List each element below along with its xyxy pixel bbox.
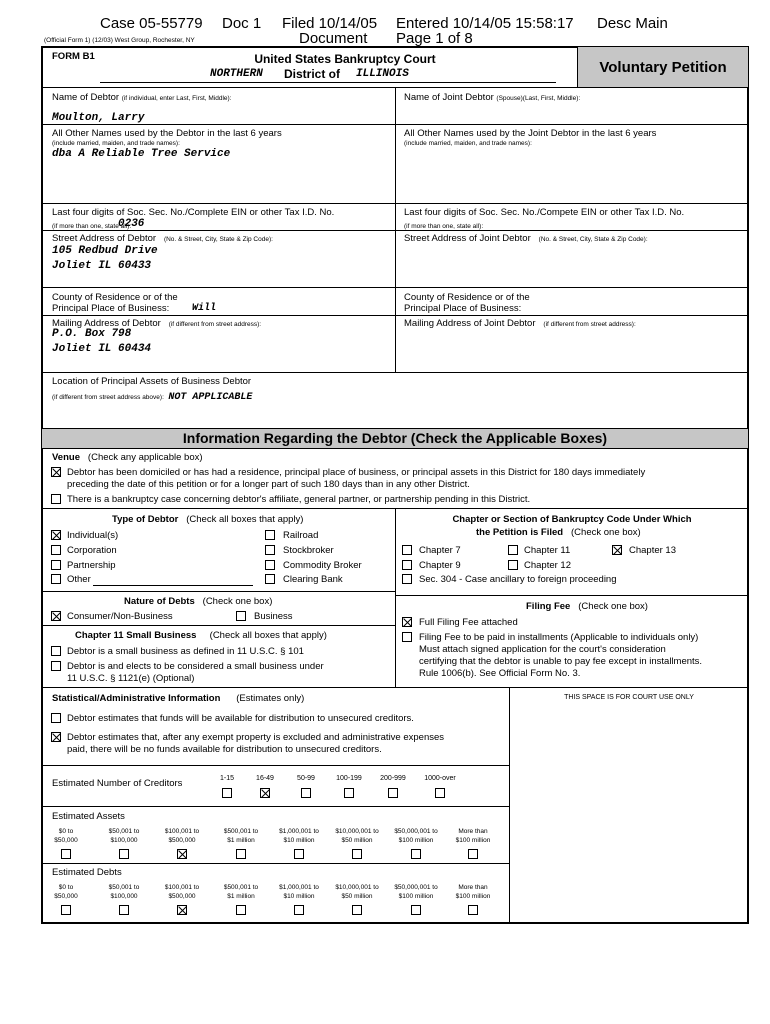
installment-fee-line4: Rule 1006(b). See Official Form No. 3. (419, 668, 581, 679)
assets-range-label: $10,000,001 to (335, 828, 379, 835)
creditors-range-checkbox[interactable] (344, 788, 354, 798)
assets-range-label: $10 million (283, 837, 315, 844)
joint-other-names-label: All Other Names used by the Joint Debtor in the last 6 years (404, 128, 657, 139)
desc-main: Desc Main (597, 15, 668, 32)
chapter-11-checkbox[interactable] (508, 545, 518, 555)
individual-label: Individual(s) (67, 530, 119, 541)
funds-available-label: Debtor estimates that funds will be available for distribution to unsecured creditors. (67, 713, 414, 724)
clearing-bank-label: Clearing Bank (283, 574, 343, 585)
debts-range-label: $100,000 (110, 893, 138, 900)
assets-range-label: $0 to (58, 828, 74, 835)
debts-range-label: $50 million (341, 893, 373, 900)
joint-debtor-name-field: Name of Joint Debtor (Spouse)(Last, First, Middle): (404, 92, 581, 103)
elect-small-business-line2: 11 U.S.C. § 1121(e) (Optional) (67, 673, 195, 684)
chapter-13-checkbox[interactable] (612, 545, 622, 555)
debts-range-label: $1 million (227, 893, 255, 900)
district-line (100, 66, 556, 83)
assets-range-checkbox[interactable] (294, 849, 304, 859)
street-line1: 105 Redbud Drive (52, 245, 158, 257)
ssn-label: Last four digits of Soc. Sec. No./Complete EIN or other Tax I.D. No. (52, 207, 335, 218)
debts-range-checkbox[interactable] (352, 905, 362, 915)
no-funds-line2: paid, there will be no funds available for distribution to unsecured creditors. (67, 744, 382, 755)
commodity-broker-label: Commodity Broker (283, 560, 362, 571)
full-fee-label: Full Filing Fee attached (419, 617, 518, 628)
debts-range-label: $100 million (455, 893, 491, 900)
venue-domicile-checkbox[interactable] (51, 467, 61, 477)
nature-heading: Nature of Debts (Check one box) (124, 596, 273, 607)
sec-304-label: Sec. 304 - Case ancillary to foreign proceeding (419, 574, 617, 585)
county-label-1: County of Residence or of the (52, 292, 178, 303)
installment-fee-checkbox[interactable] (402, 632, 412, 642)
debts-range-checkbox[interactable] (294, 905, 304, 915)
assets-range-label: $50,000 (54, 837, 78, 844)
county-label-2: Principal Place of Business: (52, 303, 170, 314)
railroad-checkbox[interactable] (265, 530, 275, 540)
debtor-name-field: Name of Debtor (if individual, enter Last, First, Middle): (52, 92, 232, 103)
debts-range-label: $10,000,001 to (335, 884, 379, 891)
installment-fee-line1: Filing Fee to be paid in installments (Applicable to individuals only) (419, 632, 699, 643)
debts-label: Estimated Debts (52, 867, 122, 878)
filing-fee-heading: Filing Fee (Check one box) (526, 601, 648, 612)
venue-domicile-line1: Debtor has been domiciled or has had a residence, principal place of business, or principal assets in this District for 180 days immediately (67, 467, 646, 478)
business-debts-checkbox[interactable] (236, 611, 246, 621)
partnership-checkbox[interactable] (51, 560, 61, 570)
assets-range-checkbox[interactable] (468, 849, 478, 859)
assets-range-checkbox[interactable] (411, 849, 421, 859)
county-value: Will (192, 303, 217, 314)
other-input-line[interactable] (93, 585, 253, 586)
consumer-debts-checkbox[interactable] (51, 611, 61, 621)
venue-affiliate-label: There is a bankruptcy case concerning debtor's affiliate, general partner, or partnership pending in this District. (67, 494, 531, 505)
other-label: Other (67, 574, 91, 585)
assets-range-label: $50,001 to (108, 828, 140, 835)
stockbroker-label: Stockbroker (283, 545, 334, 556)
assets-range-label: $1 million (227, 837, 255, 844)
no-funds-checkbox[interactable] (51, 732, 61, 742)
debts-range-label: $50,000,001 to (394, 884, 438, 891)
court-title: United States Bankruptcy Court (254, 52, 436, 66)
debts-range-checkbox[interactable] (119, 905, 129, 915)
debts-range-label: $1,000,001 to (279, 884, 319, 891)
consumer-debts-label: Consumer/Non-Business (67, 611, 173, 622)
debts-range-label: $100,001 to (164, 884, 200, 891)
debts-range-checkbox[interactable] (411, 905, 421, 915)
joint-ssn-label: Last four digits of Soc. Sec. No./Compete EIN or other Tax I.D. No. (404, 207, 685, 218)
assets-range-label: $100 million (398, 837, 434, 844)
street-line2: Joliet IL 60433 (52, 260, 152, 272)
corporation-label: Corporation (67, 545, 117, 556)
elect-small-business-line1: Debtor is and elects to be considered a small business under (67, 661, 324, 672)
business-debts-label: Business (254, 611, 293, 622)
document-label: Document (299, 30, 368, 47)
ssn-hint: (if more than one, state all): (52, 223, 132, 230)
info-header: Information Regarding the Debtor (Check the Applicable Boxes) (182, 430, 608, 446)
case-number: Case 05-55779 (100, 15, 203, 32)
district-value: NORTHERN (210, 68, 263, 80)
other-checkbox[interactable] (51, 574, 61, 584)
assets-label: Estimated Assets (52, 811, 125, 822)
creditors-range-checkbox[interactable] (222, 788, 232, 798)
assets-range-label: $500,000 (168, 837, 196, 844)
assets-range-label: $500,001 to (223, 828, 259, 835)
elect-small-business-checkbox[interactable] (51, 661, 61, 671)
location-label: Location of Principal Assets of Business Debtor (52, 376, 252, 387)
joint-mailing-address-field: Mailing Address of Joint Debtor (if different from street address): (404, 318, 636, 329)
creditors-range-label: 1000-over (424, 775, 456, 782)
creditors-range-label: 100-199 (336, 775, 362, 782)
form-id: FORM B1 (52, 51, 95, 62)
debts-range-label: More than (458, 884, 488, 891)
debts-range-checkbox[interactable] (236, 905, 246, 915)
assets-range-label: $50,000,001 to (394, 828, 438, 835)
creditors-range-checkbox[interactable] (260, 788, 270, 798)
small-business-checkbox[interactable] (51, 646, 61, 656)
mailing-address-field: Mailing Address of Debtor (if different from street address): (52, 318, 262, 329)
entered-date: Entered 10/14/05 15:58:17 (396, 15, 574, 32)
assets-range-checkbox[interactable] (236, 849, 246, 859)
assets-range-checkbox[interactable] (177, 849, 187, 859)
assets-range-label: $1,000,001 to (279, 828, 319, 835)
debts-range-label: $10 million (283, 893, 315, 900)
no-funds-line1: Debtor estimates that, after any exempt property is excluded and administrative expenses (67, 732, 445, 743)
joint-county-label-2: Principal Place of Business: (404, 303, 522, 314)
joint-street-address-field: Street Address of Joint Debtor (No. & Street, City, State & Zip Code): (404, 233, 648, 244)
full-fee-checkbox[interactable] (402, 617, 412, 627)
assets-range-label: $100,000 (110, 837, 138, 844)
debts-range-checkbox[interactable] (468, 905, 478, 915)
small-business-label: Debtor is a small business as defined in 11 U.S.C. § 101 (67, 646, 304, 657)
doc-number: Doc 1 (222, 15, 262, 32)
ch11-small-heading: Chapter 11 Small Business (Check all boxes that apply) (75, 630, 327, 641)
street-address-field: Street Address of Debtor (No. & Street, City, State & Zip Code): (52, 233, 273, 244)
creditors-label: Estimated Number of Creditors (52, 778, 183, 789)
chapter-heading-1: Chapter or Section of Bankruptcy Code Under Which (452, 514, 692, 525)
page-indicator: Page 1 of 8 (396, 30, 473, 47)
partnership-label: Partnership (67, 560, 116, 571)
corporation-checkbox[interactable] (51, 545, 61, 555)
mailing-line2: Joliet IL 60434 (52, 343, 152, 355)
chapter-9-label: Chapter 9 (419, 560, 461, 571)
district-of-label: District of (284, 67, 341, 81)
chapter-13-label: Chapter 13 (629, 545, 677, 556)
ssn-value: 0236 (118, 218, 145, 230)
state-value: ILLINOIS (356, 68, 409, 80)
stat-heading: Statistical/Administrative Information (Estimates only) (52, 693, 305, 704)
debts-range-label: $50,001 to (108, 884, 140, 891)
installment-fee-line3: certifying that the debtor is unable to pay fee except in installments. (419, 656, 703, 667)
creditors-range-checkbox[interactable] (388, 788, 398, 798)
petition-title-box (578, 47, 748, 87)
mailing-line1: P.O. Box 798 (52, 328, 132, 340)
creditors-range-checkbox[interactable] (435, 788, 445, 798)
stockbroker-checkbox[interactable] (265, 545, 275, 555)
venue-field: Venue (Check any applicable box) (52, 452, 203, 463)
official-form-ref: (Official Form 1) (12/03) West Group, Rochester, NY (44, 37, 195, 44)
creditors-range-label: 1-15 (219, 775, 234, 782)
chapter-12-checkbox[interactable] (508, 560, 518, 570)
creditors-range-label: 200-999 (380, 775, 406, 782)
assets-range-label: More than (458, 828, 488, 835)
joint-county-label-1: County of Residence or of the (404, 292, 530, 303)
debtor-name-value: Moulton, Larry (52, 112, 145, 124)
debts-range-label: $500,001 to (223, 884, 259, 891)
debts-range-label: $500,000 (168, 893, 196, 900)
debts-range-label: $0 to (58, 884, 74, 891)
commodity-broker-checkbox[interactable] (265, 560, 275, 570)
location-field: (if different from street address above): NOT APPLICABLE (52, 392, 253, 403)
chapter-11-label: Chapter 11 (524, 545, 571, 556)
petition-title: Voluntary Petition (599, 59, 727, 76)
creditors-range-checkbox[interactable] (301, 788, 311, 798)
other-names-value: dba A Reliable Tree Service (52, 148, 231, 160)
installment-fee-line2: Must attach signed application for the court's consideration (419, 644, 666, 655)
chapter-heading-2: the Petition is Filed (Check one box) (476, 527, 641, 538)
chapter-12-label: Chapter 12 (524, 560, 572, 571)
other-names-label: All Other Names used by the Debtor in the last 6 years (52, 128, 282, 139)
type-of-debtor-heading: Type of Debtor (Check all boxes that apply) (112, 514, 304, 525)
creditors-range-label: 50-99 (297, 775, 315, 782)
venue-affiliate-checkbox[interactable] (51, 494, 61, 504)
debts-range-label: $100 million (398, 893, 434, 900)
creditors-range-label: 16-49 (256, 775, 274, 782)
chapter-7-label: Chapter 7 (419, 545, 461, 556)
funds-available-checkbox[interactable] (51, 713, 61, 723)
joint-ssn-hint: (if more than one, state all): (404, 223, 484, 230)
sec-304-checkbox[interactable] (402, 574, 412, 584)
chapter-7-checkbox[interactable] (402, 545, 412, 555)
assets-range-checkbox[interactable] (61, 849, 71, 859)
clearing-bank-checkbox[interactable] (265, 574, 275, 584)
railroad-label: Railroad (283, 530, 319, 541)
chapter-9-checkbox[interactable] (402, 560, 412, 570)
debts-range-checkbox[interactable] (61, 905, 71, 915)
debts-range-checkbox[interactable] (177, 905, 187, 915)
assets-range-checkbox[interactable] (352, 849, 362, 859)
info-header-band (42, 429, 748, 448)
assets-range-checkbox[interactable] (119, 849, 129, 859)
assets-range-label: $100 million (455, 837, 491, 844)
joint-other-names-hint: (include married, maiden, and trade names): (404, 140, 532, 147)
assets-range-label: $50 million (341, 837, 373, 844)
filed-date: Filed 10/14/05 (282, 15, 378, 32)
other-names-hint: (include married, maiden, and trade names): (52, 140, 180, 147)
court-use-label: THIS SPACE IS FOR COURT USE ONLY (564, 694, 694, 701)
debts-range-label: $50,000 (54, 893, 78, 900)
venue-domicile-line2: preceding the date of this petition or for a longer part of such 180 days than in any other District. (67, 479, 470, 490)
assets-range-label: $100,001 to (164, 828, 200, 835)
individual-checkbox[interactable] (51, 530, 61, 540)
